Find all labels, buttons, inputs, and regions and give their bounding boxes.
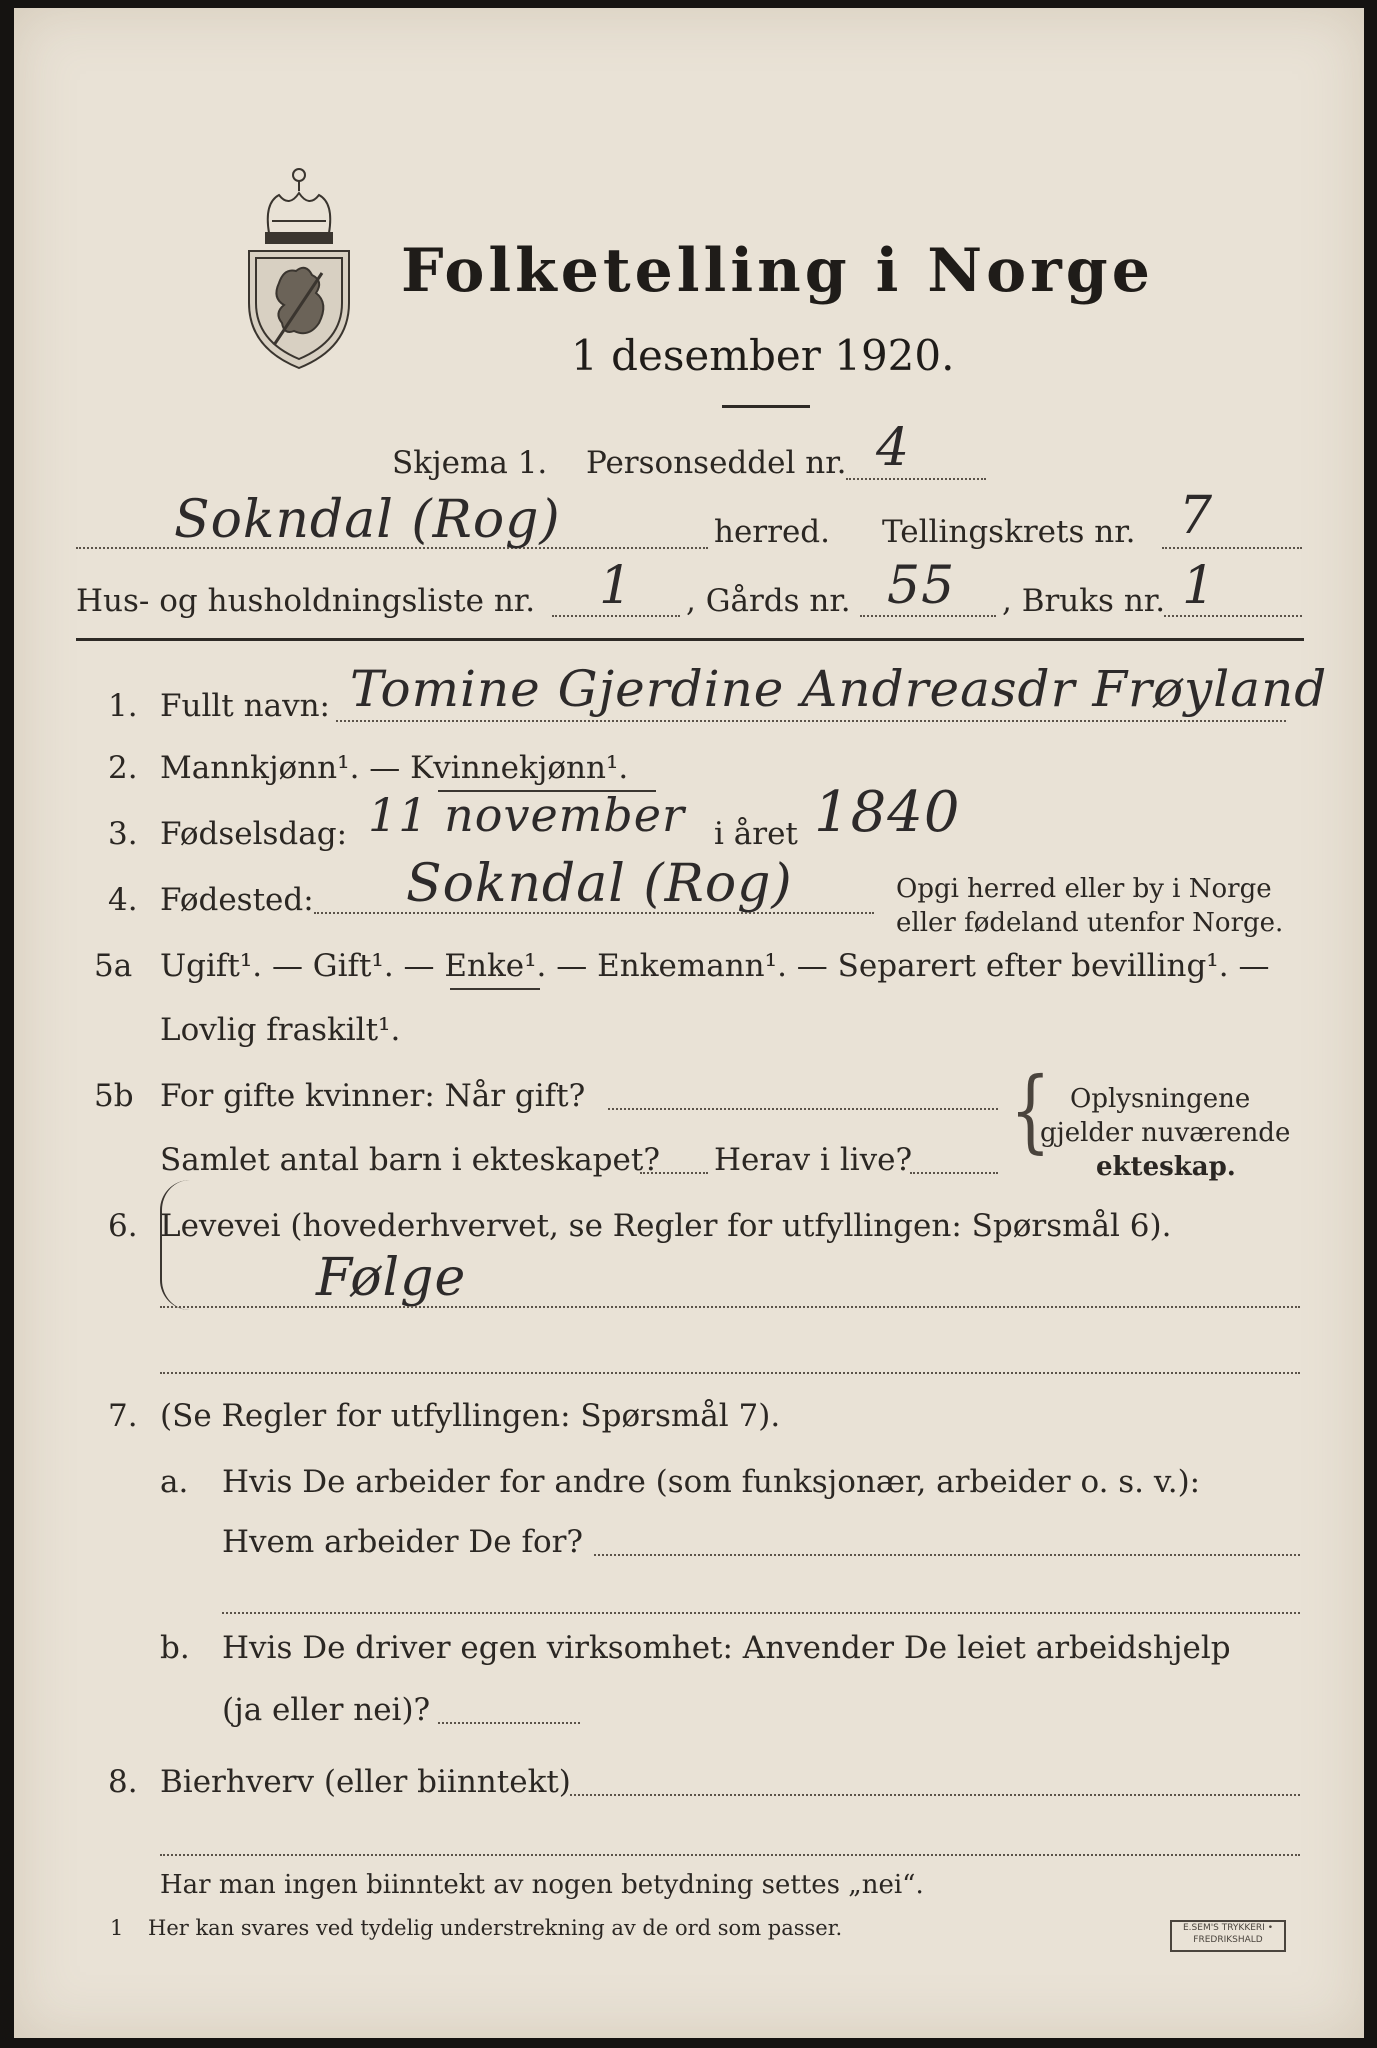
q1-number: 1. [108, 688, 138, 724]
q5a-number: 5a [94, 948, 133, 984]
q2-label: Mannkjønn¹. — Kvinnekjønn¹. [160, 750, 629, 786]
q1-line [336, 720, 1286, 722]
q6-value: Følge [316, 1248, 467, 1308]
q7a-label-2: Hvem arbeider De for? [222, 1524, 584, 1560]
q7b-label: Hvis De driver egen virksomhet: Anvender De leiet arbeidshjelp [222, 1630, 1231, 1666]
bruks-label: , Bruks nr. [1002, 583, 1166, 619]
q5b-brace: { [1010, 1060, 1051, 1164]
q8-label: Bierhverv (eller biinntekt) [160, 1764, 571, 1800]
q5b-married-line [608, 1108, 998, 1110]
q5a-label: Ugift¹. — Gift¹. — Enke¹. — Enkemann¹. — Separert efter bevilling¹. — [160, 948, 1270, 984]
q3-value: 11 november [368, 788, 685, 842]
q7a-letter: a. [160, 1464, 189, 1500]
personseddel-label: Personseddel nr. [586, 445, 847, 481]
q6-label: Levevei (hovederhvervet, se Regler for utfyllingen: Spørsmål 6). [160, 1208, 1172, 1244]
personseddel-value: 4 [876, 418, 911, 478]
footnote-mark: 1 [110, 1916, 124, 1940]
q1-value: Tomine Gjerdine Andreasdr Frøyland [350, 660, 1328, 718]
q3-year-label: i året [714, 816, 798, 852]
q6-hand-bracket [160, 1180, 192, 1310]
tellingskrets-label: Tellingskrets nr. [882, 514, 1136, 550]
q5b-label-2: Samlet antal barn i ekteskapet? [160, 1142, 660, 1178]
q7b-line [438, 1722, 580, 1724]
q1-label: Fullt navn: [160, 688, 330, 724]
q5b-note-2: gjelder nuværende [1040, 1118, 1291, 1148]
q7b-letter: b. [160, 1630, 190, 1666]
q7-number: 7. [108, 1398, 138, 1434]
q5b-alive-line [910, 1172, 998, 1174]
q4-label: Fødested: [160, 882, 314, 918]
q6-number: 6. [108, 1208, 138, 1244]
q2-number: 2. [108, 750, 138, 786]
q3-label: Fødselsdag: [160, 816, 348, 852]
q8-line-2 [160, 1854, 1300, 1856]
form-title: Folketelling i Norge [401, 236, 1154, 306]
tellingskrets-line [1162, 547, 1302, 549]
q5a-underline-enke [450, 988, 540, 990]
q4-note-1: Opgi herred eller by i Norge [896, 874, 1272, 904]
gards-value: 55 [887, 556, 956, 616]
q7a-label: Hvis De arbeider for andre (som funksjonær, arbeider o. s. v.): [222, 1464, 1201, 1500]
q5b-note-1: Oplysningene [1070, 1084, 1251, 1114]
printer-stamp: E.SEM'S TRYKKERI • FREDRIKSHALD [1170, 1920, 1286, 1952]
title-divider [722, 405, 810, 408]
q4-value: Sokndal (Rog) [406, 854, 793, 914]
q3-number: 3. [108, 816, 138, 852]
gards-label: , Gårds nr. [686, 583, 851, 619]
q5b-note-3: ekteskap. [1096, 1152, 1236, 1182]
q7a-line-1 [594, 1554, 1300, 1556]
form-subtitle: 1 desember 1920. [571, 331, 955, 380]
q3-year-value: 1840 [814, 780, 961, 845]
q7-label: (Se Regler for utfyllingen: Spørsmål 7). [160, 1398, 781, 1434]
tellingskrets-value: 7 [1179, 486, 1214, 546]
q8-note: Har man ingen biinntekt av nogen betydning settes „nei“. [160, 1870, 924, 1900]
footnote-text: Her kan svares ved tydelig understrekning av de ord som passer. [148, 1916, 843, 1940]
husliste-label: Hus- og husholdningsliste nr. [76, 583, 536, 619]
personseddel-line [846, 478, 986, 480]
census-form-sheet [14, 8, 1364, 2038]
coat-of-arms-icon [234, 163, 364, 373]
q6-line-2 [160, 1372, 1300, 1374]
bruks-value: 1 [1182, 556, 1217, 616]
q4-note-2: eller fødeland utenfor Norge. [896, 908, 1284, 938]
q5a-label-2: Lovlig fraskilt¹. [160, 1012, 401, 1048]
q4-number: 4. [108, 882, 138, 918]
q5b-label-3: Herav i live? [714, 1142, 913, 1178]
q5b-number: 5b [94, 1078, 134, 1114]
q7a-line-2 [222, 1612, 1300, 1614]
header-divider [76, 638, 1304, 641]
herred-label: herred. [714, 514, 830, 550]
q8-number: 8. [108, 1764, 138, 1800]
q8-line-1 [570, 1794, 1300, 1796]
q5b-label: For gifte kvinner: Når gift? [160, 1078, 586, 1114]
herred-value: Sokndal (Rog) [174, 490, 561, 550]
q5b-children-line [640, 1172, 708, 1174]
q6-line-1 [160, 1306, 1300, 1308]
husliste-value: 1 [599, 556, 634, 616]
q7b-label-2: (ja eller nei)? [222, 1692, 431, 1728]
skjema-label: Skjema 1. [392, 445, 548, 481]
